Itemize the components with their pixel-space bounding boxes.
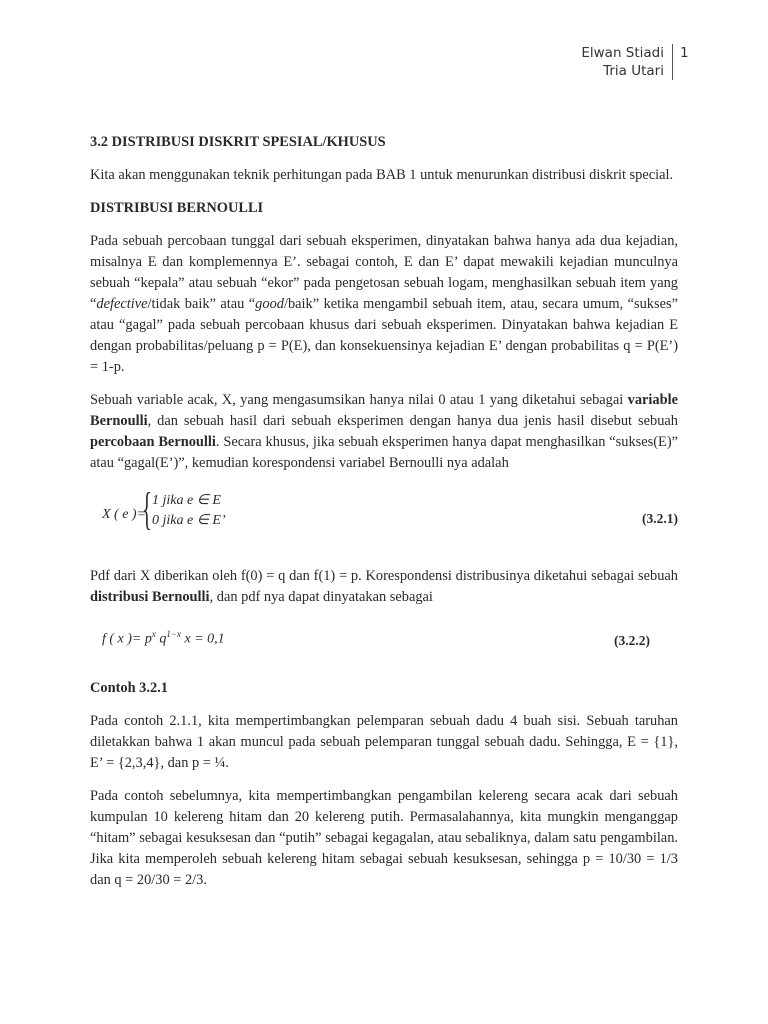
paragraph: Sebuah variable acak, X, yang mengasumsikan hanya nilai 0 atau 1 yang diketahui sebagai variable Bernoulli, dan sebuah hasil dari sebuah eksperimen dengan hanya dua jenis hasil disebut sebuah percobaan Bernoulli. Secara khusus, jika sebuah eksperimen hanya dapat menghasilkan “sukses(E)” atau “gagal(E’)”, kemudian korespondensi variabel Bernoulli nya adalah <box>90 392 678 471</box>
header-divider <box>672 44 673 80</box>
equation-lhs: X ( e )= <box>102 507 147 522</box>
equation-number: (3.2.1) <box>642 511 678 526</box>
equation-case: 0 jika e ∈ E’ <box>152 513 226 528</box>
equation-number: (3.2.2) <box>614 633 650 648</box>
paragraph: Pada contoh sebelumnya, kita mempertimbangkan pengambilan kelereng secara acak dari sebuah kumpulan 10 kelereng hitam dan 20 kelereng putih. Permasalahannya, kita mungkin menganggap “hitam” sebagai kesuksesan dan “putih” sebagai kegagalan, atau sebaliknya, dalam satu pengambilan. Jika kita memperoleh sebuah kelereng hitam sebagai sebuah kesuksesan, sehingga p = 10/30 = 1/3 dan q = 20/30 = 2/3. <box>90 788 678 888</box>
equation-case: 1 jika e ∈ E <box>152 493 221 508</box>
author-name: Elwan Stiadi <box>581 45 664 61</box>
equation-body: f ( x )= $p^x$ $q^{1-x}$ x = 0,1 <box>102 629 225 647</box>
header-authors <box>581 44 664 80</box>
document-body <box>90 124 678 903</box>
section-title: 3.2 DISTRIBUSI DISKRIT SPESIAL/KHUSUS <box>90 134 386 150</box>
subsection-title: DISTRIBUSI BERNOULLI <box>90 200 264 216</box>
brace-icon: { <box>142 483 152 534</box>
paragraph: Pada sebuah percobaan tunggal dari sebuah eksperimen, dinyatakan bahwa hanya ada dua kejadian, misalnya E dan komplemennya E’. sebagai contoh, E dan E’ dapat mewakili kejadian munculnya sebuah “kepala” atau sebuah “ekor” pada pengetosan sebuah logam, menghasilkan sebuah item yang “defective/tidak baik” atau “good/baik” ketika mengambil sebuah item, atau, secara umum, “sukses” atau “gagal” pada sebuah percobaan khusus dari sebuah eksperimen. Dinyatakan bahwa kejadian E dengan probabilitas/peluang p = P(E), dan konsekuensinya kejadian E’ dengan probabilitas q = P(E’) = 1-p. <box>90 233 678 375</box>
equation-3-2-2 <box>90 620 678 660</box>
page-number: 1 <box>680 45 689 61</box>
example-title: Contoh 3.2.1 <box>90 680 168 696</box>
paragraph: Pada contoh 2.1.1, kita mempertimbangkan pelemparan sebuah dadu 4 buah sisi. Sebuah taruhan diletakkan bahwa 1 akan muncul pada sebuah pelemparan tunggal sebuah dadu. Sehingga, E = {1}, E’ = {2,3,4}, dan p = ¼. <box>90 713 678 771</box>
equation-3-2-1 <box>90 483 678 546</box>
paragraph: Pdf dari X diberikan oleh f(0) = q dan f(1) = p. Korespondensi distribusinya diketahui sebagai sebuah distribusi Bernoulli, dan pdf nya dapat dinyatakan sebagai <box>90 568 678 605</box>
author-name: Tria Utari <box>603 63 664 79</box>
intro-paragraph: Kita akan menggunakan teknik perhitungan pada BAB 1 untuk menurunkan distribusi diskrit special. <box>90 167 674 183</box>
